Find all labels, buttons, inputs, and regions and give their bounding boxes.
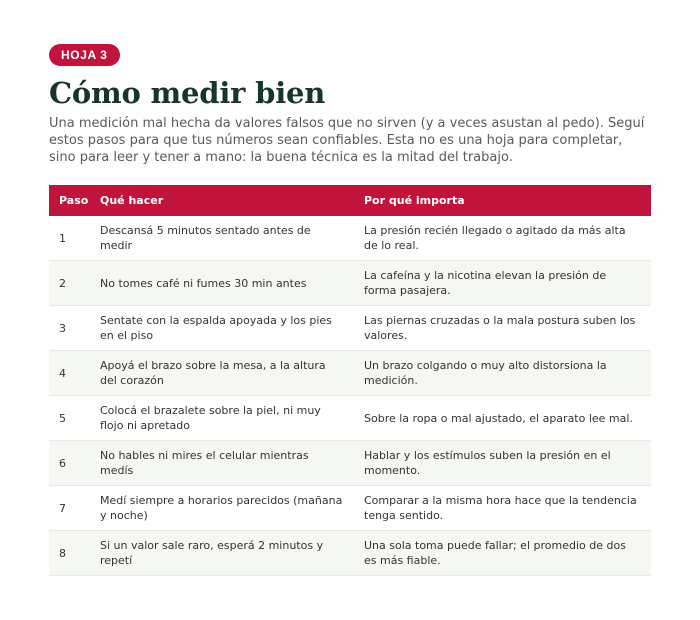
step-number: 2 bbox=[49, 261, 90, 306]
table-row bbox=[49, 306, 651, 351]
step-action: Colocá el brazalete sobre la piel, ni muy flojo ni apretado bbox=[90, 396, 354, 441]
table-row bbox=[49, 486, 651, 531]
step-number: 6 bbox=[49, 441, 90, 486]
step-action: Si un valor sale raro, esperá 2 minutos y repetí bbox=[90, 531, 354, 576]
table-row bbox=[49, 351, 651, 396]
step-reason: Una sola toma puede fallar; el promedio de dos es más fiable. bbox=[354, 531, 651, 576]
step-action: No tomes café ni fumes 30 min antes bbox=[90, 261, 354, 306]
header-paso: Paso bbox=[49, 185, 90, 216]
header-por-que-importa: Por qué importa bbox=[354, 185, 651, 216]
step-action: No hables ni mires el celular mientras medís bbox=[90, 441, 354, 486]
step-number: 4 bbox=[49, 351, 90, 396]
step-reason: Las piernas cruzadas o la mala postura suben los valores. bbox=[354, 306, 651, 351]
steps-table-body bbox=[49, 216, 651, 576]
step-action: Medí siempre a horarios parecidos (mañana y noche) bbox=[90, 486, 354, 531]
step-reason: La cafeína y la nicotina elevan la presión de forma pasajera. bbox=[354, 261, 651, 306]
step-number: 8 bbox=[49, 531, 90, 576]
header-row bbox=[49, 185, 651, 216]
step-reason: Hablar y los estímulos suben la presión en el momento. bbox=[354, 441, 651, 486]
sheet-badge: HOJA 3 bbox=[49, 44, 120, 66]
step-number: 5 bbox=[49, 396, 90, 441]
step-reason: Sobre la ropa o mal ajustado, el aparato lee mal. bbox=[354, 396, 651, 441]
worksheet-page bbox=[49, 44, 651, 567]
steps-table-header bbox=[49, 185, 651, 216]
steps-table bbox=[49, 185, 651, 576]
step-action: Sentate con la espalda apoyada y los pies en el piso bbox=[90, 306, 354, 351]
table-row bbox=[49, 441, 651, 486]
step-reason: La presión recién llegado o agitado da más alta de lo real. bbox=[354, 216, 651, 261]
table-row bbox=[49, 216, 651, 261]
table-row bbox=[49, 261, 651, 306]
step-number: 1 bbox=[49, 216, 90, 261]
step-number: 7 bbox=[49, 486, 90, 531]
intro-paragraph: Una medición mal hecha da valores falsos que no sirven (y a veces asustan al pedo). Seguí estos pasos para que tus números sean confiables. Esta no es una hoja para completar, sino para leer y tener a mano: la buena técnica es la mitad del trabajo. bbox=[49, 116, 645, 165]
step-reason: Un brazo colgando o muy alto distorsiona la medición. bbox=[354, 351, 651, 396]
table-row bbox=[49, 531, 651, 576]
header-que-hacer: Qué hacer bbox=[90, 185, 354, 216]
step-action: Apoyá el brazo sobre la mesa, a la altura del corazón bbox=[90, 351, 354, 396]
step-action: Descansá 5 minutos sentado antes de medir bbox=[90, 216, 354, 261]
table-row bbox=[49, 396, 651, 441]
page-title: Cómo medir bien bbox=[49, 76, 326, 110]
step-reason: Comparar a la misma hora hace que la tendencia tenga sentido. bbox=[354, 486, 651, 531]
step-number: 3 bbox=[49, 306, 90, 351]
